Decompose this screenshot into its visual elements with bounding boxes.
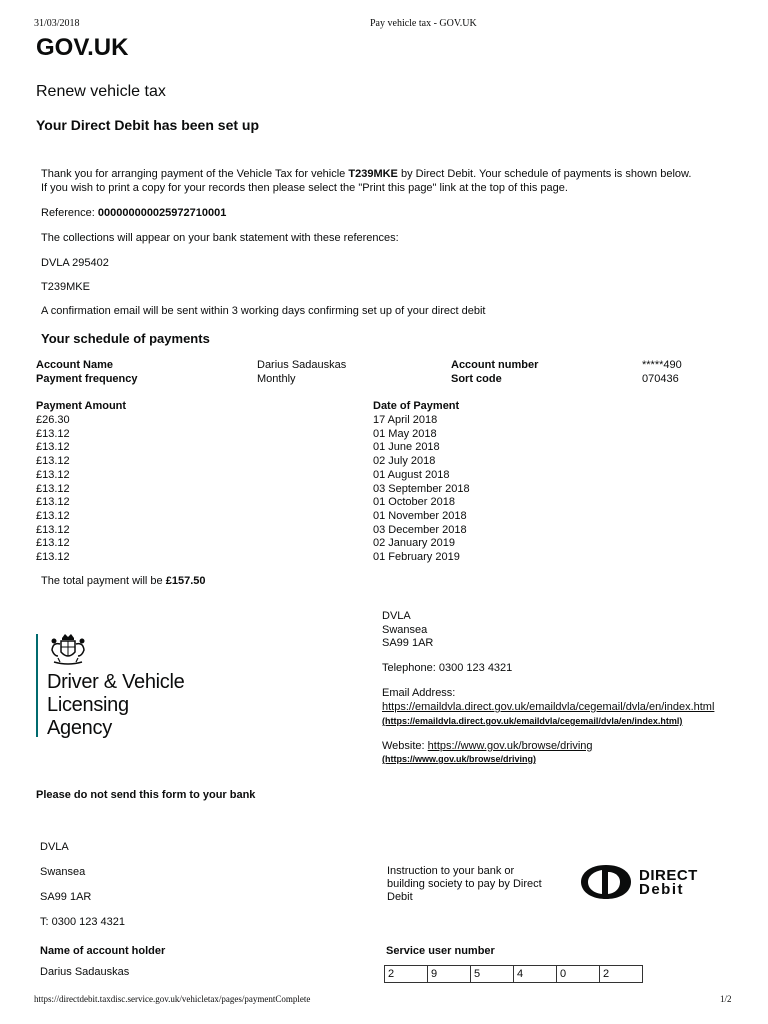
print-page-title: Pay vehicle tax - GOV.UK xyxy=(370,18,477,29)
contact-website-link[interactable]: https://www.gov.uk/browse/driving xyxy=(427,740,593,752)
contact-postcode: SA99 1AR xyxy=(382,637,434,649)
payment-frequency-label: Payment frequency xyxy=(36,373,138,385)
account-name-value: Darius Sadauskas xyxy=(257,359,347,371)
payment-amount: £13.12 xyxy=(36,509,70,522)
account-holder-value: Darius Sadauskas xyxy=(40,966,130,978)
payment-amount: £13.12 xyxy=(36,496,70,509)
service-user-digit: 5 xyxy=(471,966,514,982)
form-address-phone: T: 0300 123 4321 xyxy=(40,916,126,928)
total-payment-value: £157.50 xyxy=(165,575,206,587)
contact-telephone: Telephone: 0300 123 4321 xyxy=(382,662,513,674)
account-row-1 xyxy=(36,358,736,372)
intro-line-1: Thank you for arranging payment of the Vehicle Tax for vehicle T239MKE by Direct Debit. Your schedule of payments is shown below. xyxy=(41,168,692,180)
payment-date: 01 May 2018 xyxy=(373,427,437,440)
direct-debit-word-1: DIRECT xyxy=(639,867,698,884)
table-row xyxy=(36,468,736,482)
table-row xyxy=(36,550,736,564)
form-address-name: DVLA xyxy=(40,841,69,853)
reference-value: 000000000025972710001 xyxy=(97,207,227,219)
direct-debit-word-2: Debit xyxy=(639,881,684,898)
account-number-value: *****490 xyxy=(642,359,682,371)
table-row xyxy=(36,454,736,468)
contact-city: Swansea xyxy=(382,624,428,636)
logo-bar xyxy=(36,634,38,737)
payment-date-header: Date of Payment xyxy=(373,400,460,412)
service-user-label: Service user number xyxy=(386,945,495,957)
schedule-heading: Your schedule of payments xyxy=(41,331,210,346)
table-row xyxy=(36,536,736,550)
service-user-digit: 0 xyxy=(557,966,600,982)
payment-date: 02 July 2018 xyxy=(373,455,436,468)
payment-amount: £13.12 xyxy=(36,427,70,440)
payment-amount: £13.12 xyxy=(36,537,70,550)
payment-date: 01 August 2018 xyxy=(373,468,450,481)
payment-date: 01 November 2018 xyxy=(373,509,467,522)
form-notice: Please do not send this form to your bank xyxy=(36,789,256,801)
table-row xyxy=(36,523,736,537)
print-url: https://directdebit.taxdisc.service.gov.uk/vehicletax/pages/paymentComplete xyxy=(34,994,311,1004)
service-user-digit: 2 xyxy=(603,968,610,980)
payment-date: 03 September 2018 xyxy=(373,482,470,495)
payment-date: 03 December 2018 xyxy=(373,523,467,536)
payment-amount: £13.12 xyxy=(36,482,70,495)
account-name-label: Account Name xyxy=(36,359,114,371)
form-address-city: Swansea xyxy=(40,866,86,878)
table-row xyxy=(36,495,736,509)
govuk-logo[interactable]: GOV.UK xyxy=(36,34,129,61)
account-number-label: Account number xyxy=(451,359,539,371)
table-row xyxy=(36,427,736,441)
service-user-number-boxes xyxy=(384,965,643,983)
intro-line-2: If you wish to print a copy for your records then please select the "Print this page" link at the top of this page. xyxy=(41,182,568,194)
account-row-2 xyxy=(36,372,736,386)
table-row xyxy=(36,482,736,496)
direct-debit-logo xyxy=(578,862,718,902)
account-holder-label: Name of account holder xyxy=(40,945,166,957)
payment-date: 01 October 2018 xyxy=(373,496,455,509)
payment-frequency-value: Monthly xyxy=(257,373,296,385)
sort-code-label: Sort code xyxy=(451,373,502,385)
collections-text: The collections will appear on your bank statement with these references: xyxy=(41,232,399,244)
print-page-number: 1/2 xyxy=(720,994,732,1004)
payment-amount: £13.12 xyxy=(36,468,70,481)
payment-amount-header: Payment Amount xyxy=(36,400,127,412)
contact-email-url-printed[interactable]: (https://emaildvla.direct.gov.uk/emaildvla/cegemail/dvla/en/index.html) xyxy=(382,716,683,726)
table-row xyxy=(36,440,736,454)
payment-amount: £13.12 xyxy=(36,523,70,536)
payment-table-header xyxy=(36,399,736,413)
bank-reference-vehicle: T239MKE xyxy=(41,281,90,293)
table-row xyxy=(36,509,736,523)
vehicle-registration: T239MKE xyxy=(348,168,398,180)
service-user-digit: 2 xyxy=(385,966,428,982)
sort-code-value: 070436 xyxy=(642,373,679,385)
payment-date: 01 June 2018 xyxy=(373,441,440,454)
service-user-digit: 9 xyxy=(428,966,471,982)
service-user-digit: 4 xyxy=(514,966,557,982)
contact-website-url-printed[interactable]: (https://www.gov.uk/browse/driving) xyxy=(382,754,537,764)
reference: Reference: 000000000025972710001 xyxy=(41,207,227,219)
contact-email-link[interactable]: https://emaildvla.direct.gov.uk/emaildvla/cegemail/dvla/en/index.html xyxy=(382,701,715,713)
contact-website: Website: https://www.gov.uk/browse/driving xyxy=(382,740,593,752)
confirmation-heading: Your Direct Debit has been set up xyxy=(36,117,260,133)
payment-amount: £13.12 xyxy=(36,441,70,454)
table-row xyxy=(36,413,736,427)
payment-date: 01 February 2019 xyxy=(373,551,460,563)
crest-icon xyxy=(48,632,88,671)
payment-amount: £13.12 xyxy=(36,455,70,468)
payment-amount: £26.30 xyxy=(36,414,70,426)
dvla-logo-text: Driver & Vehicle Licensing Agency xyxy=(47,671,185,739)
contact-email-label: Email Address: xyxy=(382,687,456,699)
instruction-text: Instruction to your bank or building society to pay by Direct Debit xyxy=(387,865,542,903)
print-date: 31/03/2018 xyxy=(34,18,80,29)
payment-amount: £13.12 xyxy=(36,551,70,563)
form-address-postcode: SA99 1AR xyxy=(40,891,92,903)
page-title: Renew vehicle tax xyxy=(36,83,166,100)
direct-debit-icon xyxy=(578,862,634,902)
confirmation-email-text: A confirmation email will be sent within 3 working days confirming set up of your direct debit xyxy=(41,305,486,317)
total-payment: The total payment will be £157.50 xyxy=(41,575,206,587)
bank-reference-dvla: DVLA 295402 xyxy=(41,257,109,269)
contact-name: DVLA xyxy=(382,610,411,622)
payment-date: 17 April 2018 xyxy=(373,414,438,426)
payment-date: 02 January 2019 xyxy=(373,537,455,550)
